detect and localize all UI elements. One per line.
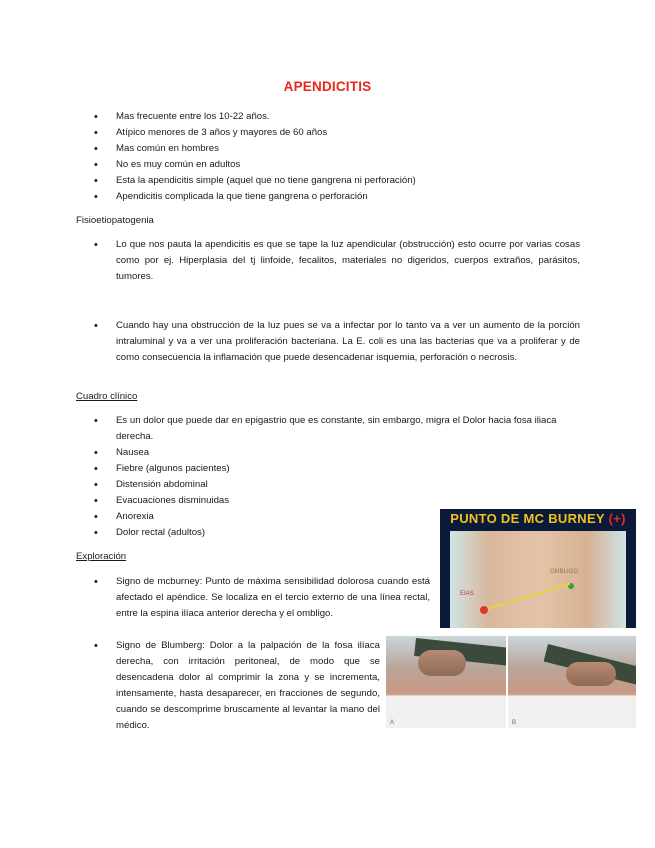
- list-item: • Es un dolor que puede dar en epigastrio que es constante, sin embargo, migra el Dolor hacia fosa iliaca derecha.: [94, 413, 580, 445]
- blumberg-bullet: [94, 638, 380, 734]
- list-item: • Mas común en hombres: [94, 141, 594, 157]
- page-title: APENDICITIS: [283, 79, 372, 94]
- list-item: • Apendicitis complicada la que tiene gangrena o perforación: [94, 189, 594, 205]
- cuadro-heading: Cuadro clínico: [76, 391, 138, 402]
- list-item: • Anorexia: [94, 509, 580, 525]
- blumberg-photo-a: [386, 636, 506, 728]
- list-item: • Cuando hay una obstrucción de la luz pues se va a infectar por lo tanto va a ver un aumento de la porción intraluminal y va a ver una proliferación bacteriana. La E. coli es una las bacterias que va a proliferar y de como consecuencia la inflamación que puede desencadenar isquemia, perforación o necrosis.: [94, 318, 580, 366]
- abdomen-photo: [450, 531, 626, 628]
- mcburney-figure: [440, 509, 636, 628]
- intro-bullet-list: [94, 109, 594, 205]
- fisio-heading: Fisioetiopatogenia: [76, 215, 154, 226]
- hand-releasing: [566, 662, 616, 686]
- mcburney-point-marker: [480, 606, 488, 614]
- mcburney-figure-title: [440, 511, 636, 526]
- exploracion-heading: Exploración: [76, 551, 127, 562]
- list-item: • Evacuaciones disminuidas: [94, 493, 580, 509]
- list-item: • Mas frecuente entre los 10-22 años.: [94, 109, 594, 125]
- list-item: • Atípico menores de 3 años y mayores de 60 años: [94, 125, 594, 141]
- fisio-bullet-2: [94, 318, 580, 366]
- list-item: • Signo de Blumberg: Dolor a la palpación de la fosa ilíaca derecha, con irritación peritoneal, de modo que se desencadena dolor al comprimir la zona y se incrementa, intensamente, hasta desaparecer, en fracciones de segundo, cuando se descomprime bruscamente al levantar la mano del médico.: [94, 638, 380, 734]
- list-item: • Dolor rectal (adultos): [94, 525, 580, 541]
- blumberg-photo-b: [508, 636, 636, 728]
- hand-pressing: [418, 650, 466, 676]
- mcburney-line: [484, 583, 571, 611]
- list-item: • No es muy común en adultos: [94, 157, 594, 173]
- towel: [386, 695, 506, 728]
- photo-label-b: B: [512, 720, 517, 726]
- list-item: • Lo que nos pauta la apendicitis es que se tape la luz apendicular (obstrucción) esto ocurre por varias cosas como por ej. Hiperplasia del tj linfoide, fecalitos, materiales no digeridos, cuerpos extraños, parásitos, tumores.: [94, 237, 580, 285]
- photo-label-a: A: [390, 720, 395, 726]
- list-item: • Esta la apendicitis simple (aquel que no tiene gangrena ni perforación): [94, 173, 594, 189]
- fisio-bullet-1: [94, 237, 580, 285]
- list-item: • Nausea: [94, 445, 580, 461]
- mcburney-bullet: [94, 574, 430, 622]
- list-item: • Signo de mcburney: Punto de máxima sensibilidad dolorosa cuando está afectado el apéndice. Se localiza en el tercio externo de una línea rectal, entre la espina ilíaca anterior derecha y el ombligo.: [94, 574, 430, 622]
- list-item: • Fiebre (algunos pacientes): [94, 461, 580, 477]
- navel-label: OMBLIGO: [550, 569, 579, 575]
- towel: [508, 695, 636, 728]
- list-item: • Distensión abdominal: [94, 477, 580, 493]
- point-label: EIAS: [460, 591, 474, 597]
- mcburney-title-text: PUNTO DE MC BURNEY: [450, 511, 609, 526]
- mcburney-title-plus: (+): [608, 511, 626, 526]
